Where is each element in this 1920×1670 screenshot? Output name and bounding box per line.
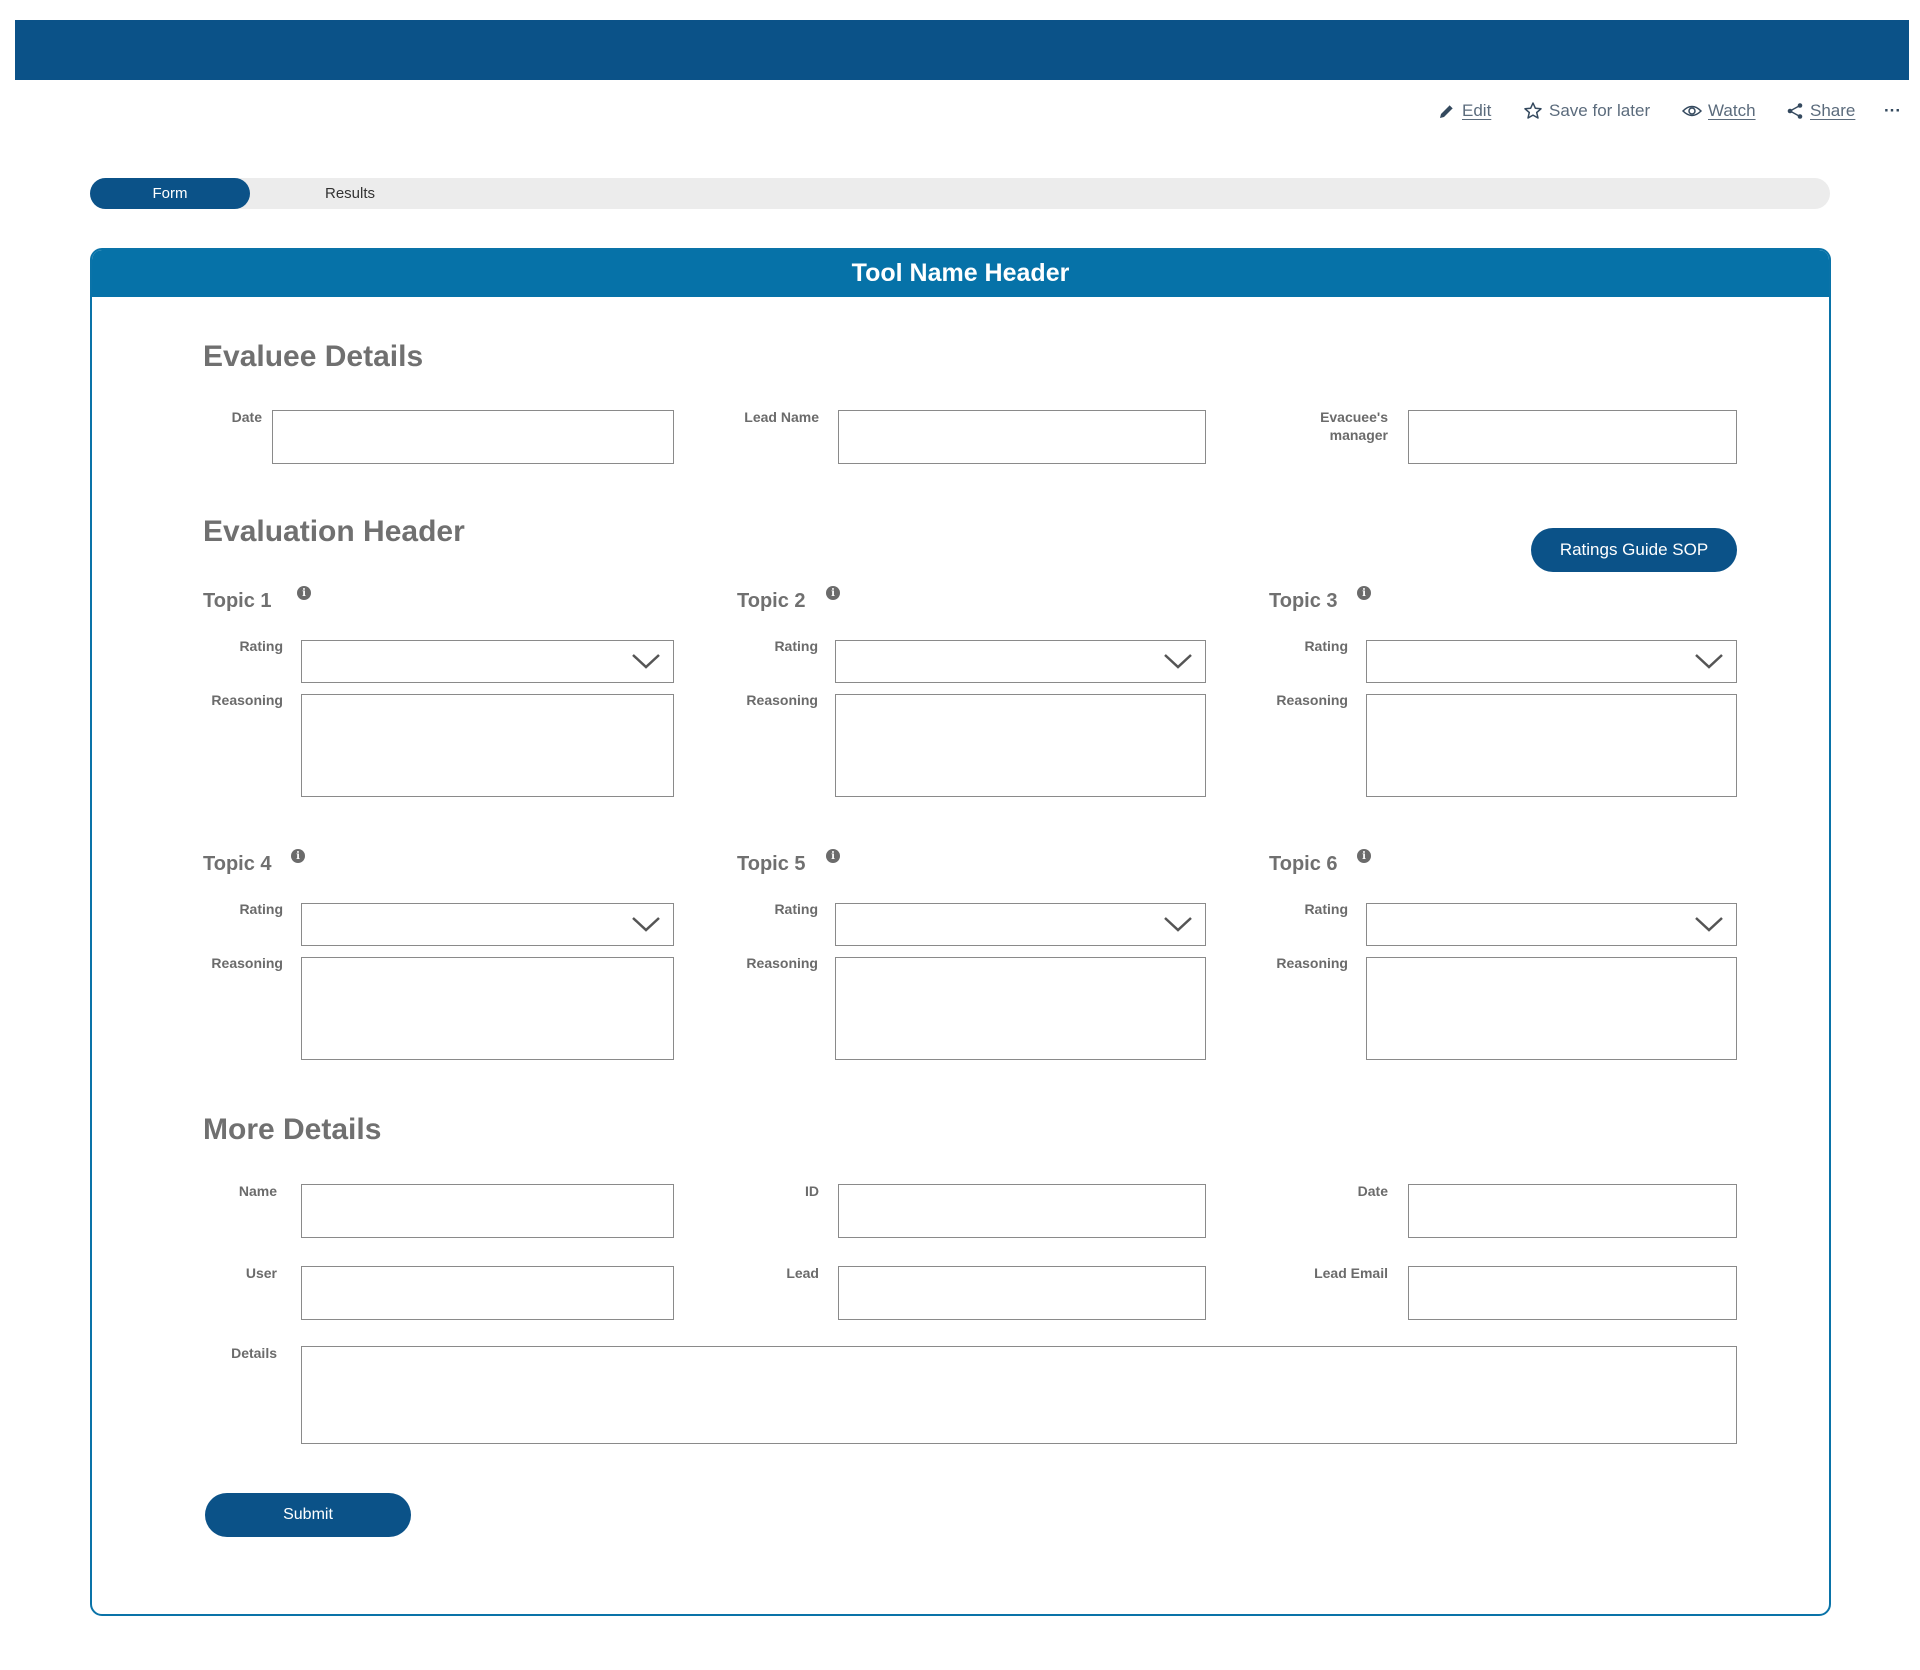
topic-title: Topic 5 bbox=[737, 853, 806, 875]
rating-label: Rating bbox=[1304, 638, 1348, 654]
edit-label: Edit bbox=[1462, 101, 1492, 120]
star-icon bbox=[1523, 101, 1543, 121]
chevron-down-icon bbox=[631, 652, 661, 670]
user-label: User bbox=[245, 1265, 277, 1281]
reasoning-label: Reasoning bbox=[1276, 955, 1348, 971]
chevron-down-icon bbox=[1694, 652, 1724, 670]
id-field[interactable] bbox=[838, 1184, 1206, 1238]
top-banner bbox=[15, 20, 1909, 80]
edit-button[interactable] bbox=[1438, 98, 1491, 124]
share-button[interactable] bbox=[1786, 98, 1855, 124]
submit-button[interactable]: Submit bbox=[205, 1493, 411, 1537]
tab-results[interactable]: Results bbox=[324, 185, 376, 202]
reasoning-textarea[interactable] bbox=[1366, 957, 1737, 1060]
more-date-label: Date bbox=[1357, 1183, 1388, 1199]
topic-title: Topic 2 bbox=[737, 590, 806, 612]
chevron-down-icon bbox=[1163, 652, 1193, 670]
reasoning-label: Reasoning bbox=[746, 955, 818, 971]
topic-title: Topic 4 bbox=[203, 853, 272, 875]
lead-name-label: Lead Name bbox=[744, 409, 819, 425]
info-icon[interactable]: i bbox=[291, 849, 305, 863]
evacuee-manager-field[interactable] bbox=[1408, 410, 1737, 464]
info-icon[interactable]: i bbox=[826, 849, 840, 863]
lead-name-field[interactable] bbox=[838, 410, 1206, 464]
user-field[interactable] bbox=[301, 1266, 674, 1320]
share-icon bbox=[1786, 102, 1804, 120]
lead-field[interactable] bbox=[838, 1266, 1206, 1320]
chevron-down-icon bbox=[631, 915, 661, 933]
name-field[interactable] bbox=[301, 1184, 674, 1238]
pencil-icon bbox=[1438, 102, 1456, 120]
reasoning-label: Reasoning bbox=[746, 692, 818, 708]
rating-label: Rating bbox=[774, 901, 818, 917]
details-textarea[interactable] bbox=[301, 1346, 1737, 1444]
save-for-later-label: Save for later bbox=[1549, 101, 1651, 120]
more-options-button[interactable]: ··· bbox=[1884, 101, 1901, 120]
info-icon[interactable]: i bbox=[1357, 849, 1371, 863]
chevron-down-icon bbox=[1163, 915, 1193, 933]
rating-select[interactable] bbox=[835, 640, 1206, 683]
evaluee-details-title: Evaluee Details bbox=[203, 340, 424, 373]
topic-title: Topic 6 bbox=[1269, 853, 1338, 875]
form-card bbox=[90, 248, 1831, 1616]
evaluee-date-label: Date bbox=[231, 409, 262, 425]
ratings-guide-sop-button[interactable]: Ratings Guide SOP bbox=[1531, 528, 1737, 572]
lead-email-field[interactable] bbox=[1408, 1266, 1737, 1320]
save-for-later-button[interactable] bbox=[1523, 98, 1650, 124]
reasoning-label: Reasoning bbox=[1276, 692, 1348, 708]
chevron-down-icon bbox=[1694, 915, 1724, 933]
reasoning-textarea[interactable] bbox=[1366, 694, 1737, 797]
evacuee-manager-label: Evacuee's manager bbox=[1320, 409, 1388, 443]
rating-label: Rating bbox=[239, 638, 283, 654]
topic-title: Topic 3 bbox=[1269, 590, 1338, 612]
tab-form[interactable]: Form bbox=[90, 178, 250, 209]
rating-label: Rating bbox=[774, 638, 818, 654]
lead-email-label: Lead Email bbox=[1314, 1265, 1388, 1281]
rating-select[interactable] bbox=[1366, 903, 1737, 946]
info-icon[interactable]: i bbox=[1357, 586, 1371, 600]
watch-label: Watch bbox=[1708, 101, 1756, 120]
reasoning-textarea[interactable] bbox=[301, 694, 674, 797]
eye-icon bbox=[1682, 103, 1702, 119]
rating-label: Rating bbox=[239, 901, 283, 917]
reasoning-label: Reasoning bbox=[211, 692, 283, 708]
id-label: ID bbox=[805, 1183, 819, 1199]
rating-select[interactable] bbox=[835, 903, 1206, 946]
reasoning-textarea[interactable] bbox=[835, 957, 1206, 1060]
topic-title: Topic 1 bbox=[203, 590, 272, 612]
evaluation-header-title: Evaluation Header bbox=[203, 515, 465, 548]
watch-button[interactable] bbox=[1682, 98, 1756, 124]
more-date-field[interactable] bbox=[1408, 1184, 1737, 1238]
tool-name-header: Tool Name Header bbox=[92, 250, 1829, 297]
rating-select[interactable] bbox=[1366, 640, 1737, 683]
rating-label: Rating bbox=[1304, 901, 1348, 917]
reasoning-label: Reasoning bbox=[211, 955, 283, 971]
info-icon[interactable]: i bbox=[826, 586, 840, 600]
reasoning-textarea[interactable] bbox=[835, 694, 1206, 797]
more-details-title: More Details bbox=[203, 1113, 382, 1146]
rating-select[interactable] bbox=[301, 903, 674, 946]
evaluee-date-field[interactable] bbox=[272, 410, 674, 464]
reasoning-textarea[interactable] bbox=[301, 957, 674, 1060]
rating-select[interactable] bbox=[301, 640, 674, 683]
lead-label: Lead bbox=[786, 1265, 819, 1281]
details-label: Details bbox=[231, 1345, 277, 1361]
info-icon[interactable]: i bbox=[297, 586, 311, 600]
name-label: Name bbox=[238, 1183, 277, 1199]
share-label: Share bbox=[1810, 101, 1856, 120]
